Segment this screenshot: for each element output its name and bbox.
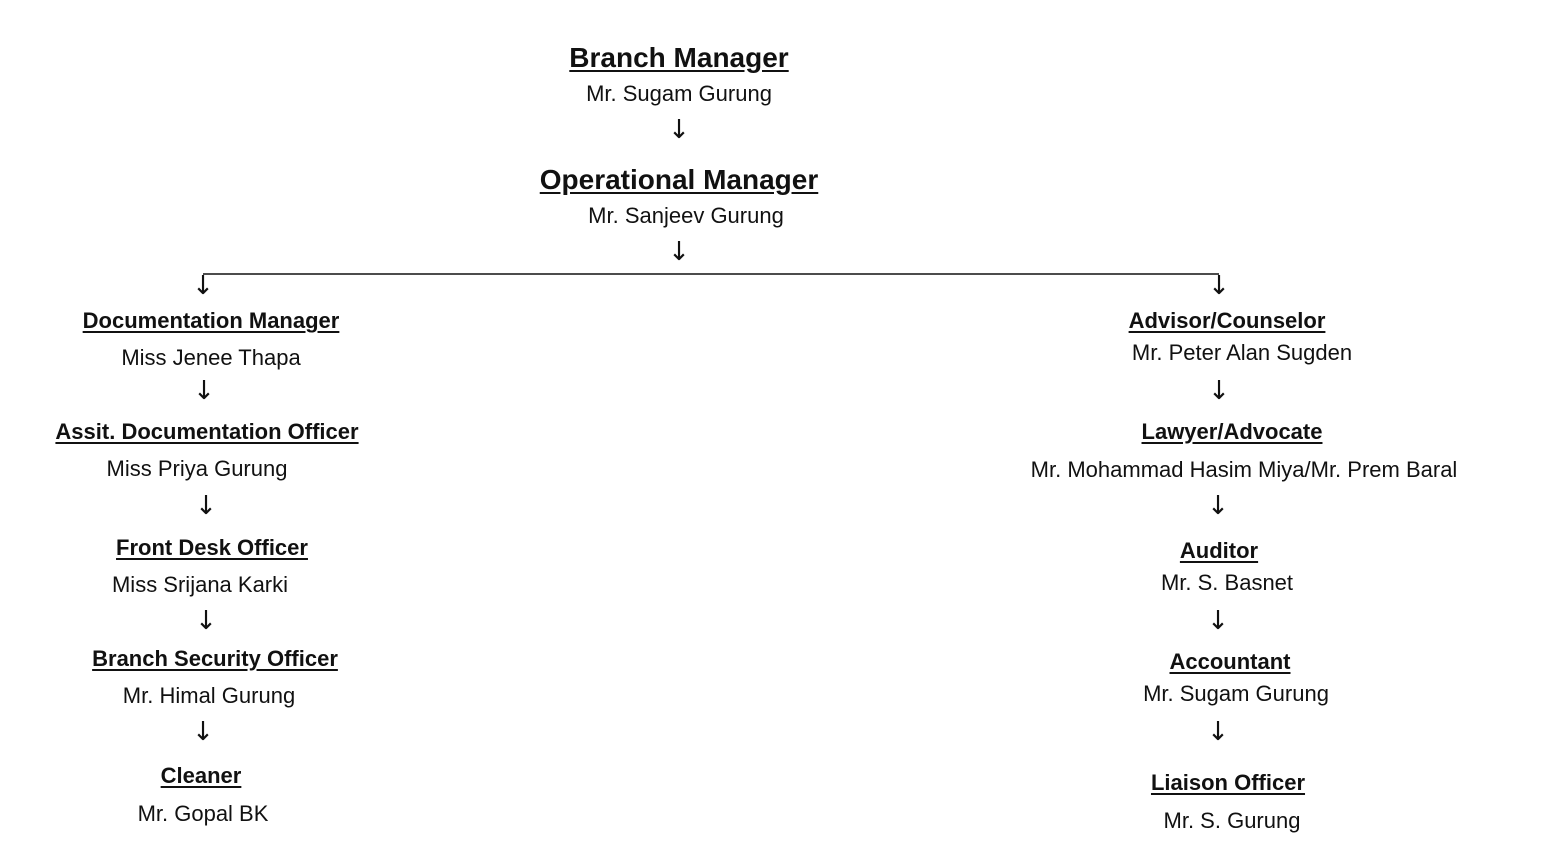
arrow-down-icon: ↓ [1207, 491, 1229, 521]
branch-manager-name: Mr. Sugam Gurung [586, 81, 772, 106]
front-desk-officer-name: Miss Srijana Karki [111, 572, 289, 597]
branch-manager-title: Branch Manager [569, 42, 789, 73]
arrow-down-icon: ↓ [1208, 271, 1230, 301]
arrow-down-icon: ↓ [192, 271, 214, 301]
arrow-down-icon: ↓ [195, 491, 217, 521]
operational-manager-title: Operational Manager [539, 164, 819, 195]
arrow-down-icon: ↓ [1208, 376, 1230, 406]
branch-security-officer-name: Mr. Himal Gurung [122, 683, 296, 708]
arrow-down-icon: ↓ [668, 115, 690, 145]
arrow-down-icon: ↓ [1207, 717, 1229, 747]
auditor-name: Mr. S. Basnet [1160, 570, 1294, 595]
accountant-title: Accountant [1169, 649, 1291, 674]
operational-manager-name: Mr. Sanjeev Gurung [588, 203, 784, 228]
assistant-documentation-officer-title: Assit. Documentation Officer [55, 419, 359, 444]
branch-connector [0, 0, 1551, 300]
arrow-down-icon: ↓ [192, 717, 214, 747]
liaison-officer-title: Liaison Officer [1150, 770, 1306, 795]
cleaner-name: Mr. Gopal BK [137, 801, 269, 826]
auditor-title: Auditor [1179, 538, 1259, 563]
arrow-down-icon: ↓ [195, 606, 217, 636]
advisor-counselor-name: Mr. Peter Alan Sugden [1131, 340, 1353, 365]
liaison-officer-name: Mr. S. Gurung [1163, 808, 1301, 833]
arrow-down-icon: ↓ [668, 237, 690, 267]
lawyer-advocate-title: Lawyer/Advocate [1141, 419, 1323, 444]
cleaner-title: Cleaner [160, 763, 242, 788]
assistant-documentation-officer-name: Miss Priya Gurung [106, 456, 288, 481]
documentation-manager-title: Documentation Manager [82, 308, 340, 333]
advisor-counselor-title: Advisor/Counselor [1128, 308, 1326, 333]
lawyer-advocate-name: Mr. Mohammad Hasim Miya/Mr. Prem Baral [1030, 457, 1458, 482]
accountant-name: Mr. Sugam Gurung [1143, 681, 1329, 706]
documentation-manager-name: Miss Jenee Thapa [121, 345, 301, 370]
arrow-down-icon: ↓ [1207, 606, 1229, 636]
front-desk-officer-title: Front Desk Officer [116, 535, 308, 560]
arrow-down-icon: ↓ [193, 376, 215, 406]
branch-security-officer-title: Branch Security Officer [92, 646, 338, 671]
